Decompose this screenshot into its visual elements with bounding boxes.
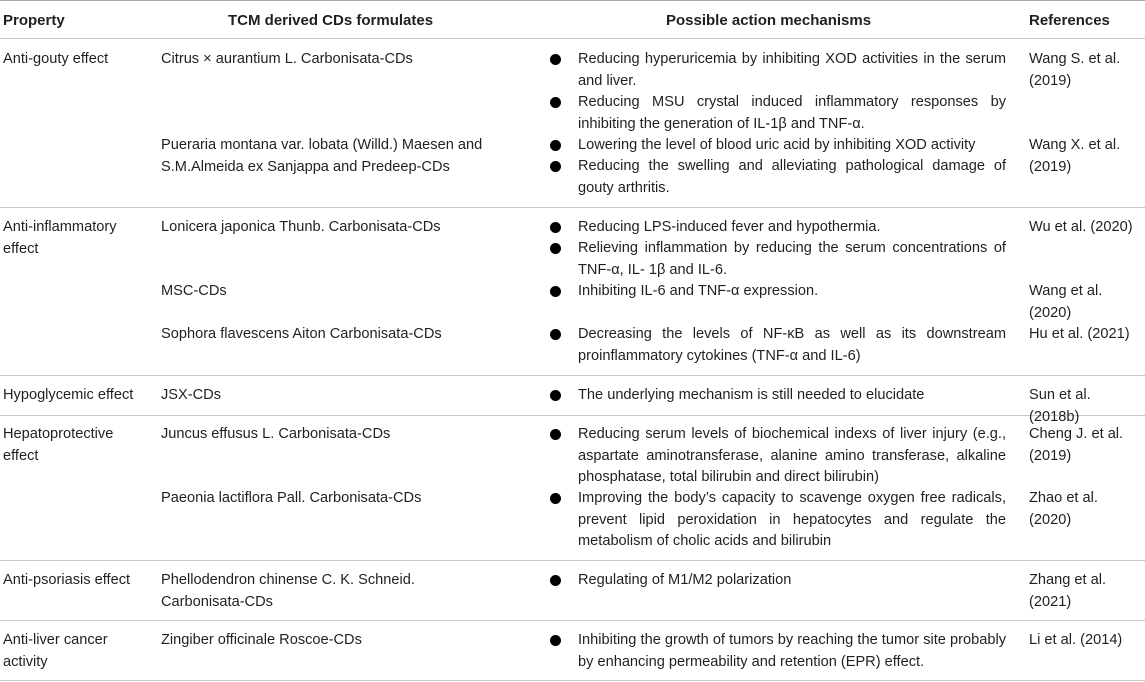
- bullet-icon: [550, 161, 561, 172]
- bullet-icon: [550, 222, 561, 233]
- bullet-icon: [550, 429, 561, 440]
- bullet-icon: [550, 97, 561, 108]
- reference-cell: Wang X. et al. (2019): [1029, 137, 1121, 175]
- property-cell: Anti-gouty effect: [3, 51, 109, 67]
- row-divider: [0, 415, 1145, 416]
- mechanism-text: Inhibiting IL-6 and TNF-α expression.: [578, 283, 819, 299]
- row-divider: [0, 375, 1145, 376]
- mechanism-text: Reducing the swelling and alleviating pathological damage of gouty arthritis.: [578, 158, 1006, 196]
- mechanism-text: Improving the body’s capacity to scavenge oxygen free radicals, prevent lipid peroxidation in hepatocytes and regulate the metabolism of cholic acids and bilirubin: [578, 490, 1006, 549]
- table-top-rule: [0, 0, 1145, 1]
- row-divider: [0, 560, 1145, 561]
- row-divider: [0, 207, 1145, 208]
- mechanism-text: Reducing MSU crystal induced inflammatory responses by inhibiting the generation of IL-1β and TNF-α.: [578, 94, 1006, 132]
- reference-cell: Li et al. (2014): [1029, 632, 1123, 648]
- reference-cell: Zhao et al. (2020): [1029, 490, 1098, 528]
- mechanism-text: Regulating of M1/M2 polarization: [578, 572, 792, 588]
- property-cell: Hypoglycemic effect: [3, 387, 134, 403]
- reference-cell: Wang et al. (2020): [1029, 283, 1103, 321]
- header-property: Property: [3, 12, 65, 29]
- formulate-cell: Phellodendron chinense C. K. Schneid. Carbonisata-CDs: [161, 572, 415, 610]
- bullet-icon: [550, 243, 561, 254]
- reference-cell: Hu et al. (2021): [1029, 326, 1130, 342]
- bullet-icon: [550, 329, 561, 340]
- mechanism-text: The underlying mechanism is still needed to elucidate: [578, 387, 925, 403]
- property-cell: Anti-inflammatory effect: [3, 219, 117, 257]
- reference-cell: Sun et al. (2018b): [1029, 387, 1091, 425]
- reference-cell: Cheng J. et al. (2019): [1029, 426, 1124, 464]
- bullet-icon: [550, 54, 561, 65]
- bullet-icon: [550, 635, 561, 646]
- mechanism-text: Relieving inflammation by reducing the serum concentrations of TNF-α, IL- 1β and IL-6.: [578, 240, 1006, 278]
- header-rule: [0, 38, 1145, 39]
- mechanism-text: Decreasing the levels of NF-κB as well as its downstream proinflammatory cytokines (TNF-α and IL-6): [578, 326, 1006, 364]
- reference-cell: Zhang et al. (2021): [1029, 572, 1107, 610]
- bullet-icon: [550, 493, 561, 504]
- formulate-cell: Paeonia lactiflora Pall. Carbonisata-CDs: [161, 490, 422, 506]
- reference-cell: Wu et al. (2020): [1029, 219, 1133, 235]
- bullet-icon: [550, 390, 561, 401]
- formulate-cell: Pueraria montana var. lobata (Willd.) Maesen and S.M.Almeida ex Sanjappa and Predeep-CDs: [161, 137, 483, 175]
- reference-cell: Wang S. et al. (2019): [1029, 51, 1121, 89]
- bullet-icon: [550, 140, 561, 151]
- formulate-cell: Sophora flavescens Aiton Carbonisata-CDs: [161, 326, 442, 342]
- mechanism-text: Inhibiting the growth of tumors by reaching the tumor site probably by enhancing permeability and retention (EPR) effect.: [578, 632, 1006, 670]
- formulate-cell: Lonicera japonica Thunb. Carbonisata-CDs: [161, 219, 441, 235]
- mechanism-text: Reducing hyperuricemia by inhibiting XOD activities in the serum and liver.: [578, 51, 1006, 89]
- mechanism-text: Lowering the level of blood uric acid by inhibiting XOD activity: [578, 137, 976, 153]
- row-divider: [0, 620, 1145, 621]
- property-cell: Anti-psoriasis effect: [3, 572, 131, 588]
- formulate-cell: MSC-CDs: [161, 283, 227, 299]
- bullet-icon: [550, 575, 561, 586]
- property-cell: Anti-liver cancer activity: [3, 632, 108, 670]
- formulate-cell: JSX-CDs: [161, 387, 221, 403]
- header-mechanisms: Possible action mechanisms: [666, 12, 872, 29]
- mechanism-text: Reducing serum levels of biochemical indexs of liver injury (e.g., aspartate aminotransferase, alanine amino transferase, alkaline phosphatase, total bilirubin and direct bilirubin): [578, 426, 1006, 485]
- bullet-icon: [550, 286, 561, 297]
- formulate-cell: Juncus effusus L. Carbonisata-CDs: [161, 426, 391, 442]
- mechanism-text: Reducing LPS-induced fever and hypothermia.: [578, 219, 881, 235]
- header-formulates: TCM derived CDs formulates: [228, 12, 434, 29]
- formulate-cell: Citrus × aurantium L. Carbonisata-CDs: [161, 51, 413, 67]
- table-bottom-rule: [0, 680, 1145, 681]
- formulate-cell: Zingiber officinale Roscoe-CDs: [161, 632, 362, 648]
- property-cell: Hepatoprotective effect: [3, 426, 114, 464]
- header-references: References: [1029, 12, 1110, 29]
